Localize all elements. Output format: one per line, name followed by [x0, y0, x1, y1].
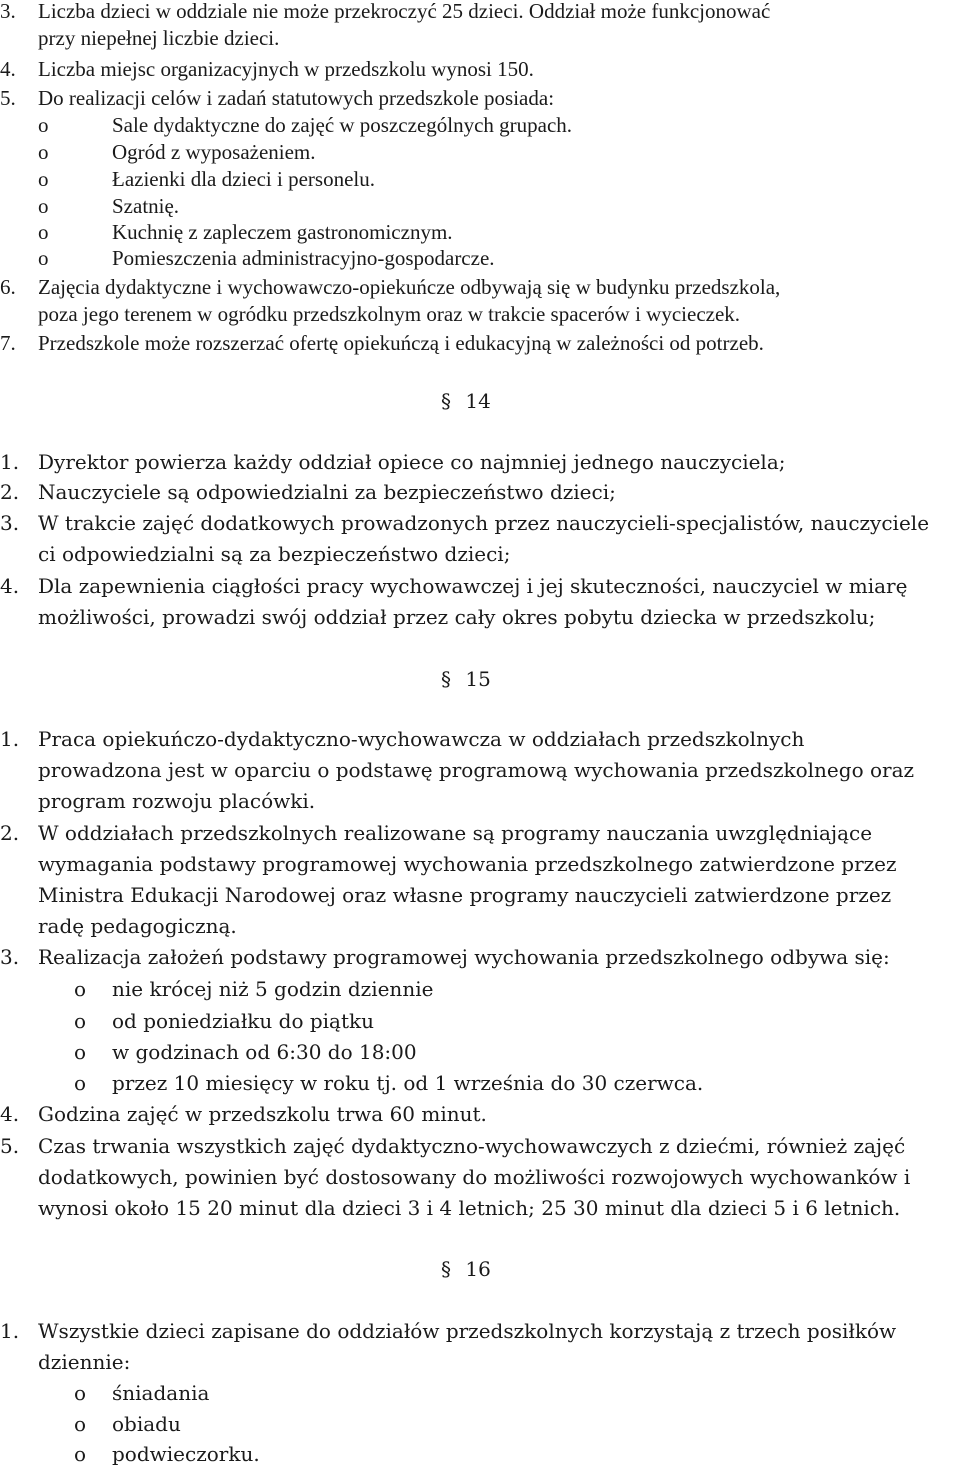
item-continuation: ci odpowiedzialni są za bezpieczeństwo dzieci;	[38, 542, 511, 566]
item-text: Do realizacji celów i zadań statutowych przedszkole posiada:	[38, 86, 555, 110]
bullet-marker: o	[38, 140, 49, 164]
section-heading-16	[441, 1258, 491, 1280]
item-text: Nauczyciele są odpowiedzialni za bezpieczeństwo dzieci;	[38, 480, 616, 504]
bullet-marker: o	[74, 1442, 87, 1466]
item-text: Liczba miejsc organizacyjnych w przedszkolu wynosi 150.	[38, 57, 534, 81]
item-continuation: przy niepełnej liczbie dzieci.	[38, 26, 280, 50]
item-text: Zajęcia dydaktyczne i wychowawczo-opiekuńcze odbywają się w budynku przedszkola,	[38, 275, 781, 299]
section-sign: §	[441, 389, 451, 413]
item-continuation: dodatkowych, powinien być dostosowany do możliwości rozwojowych wychowanków i	[38, 1165, 911, 1189]
bullet-text: Sale dydaktyczne do zajęć w poszczególnych grupach.	[112, 113, 573, 137]
bullet-text: podwieczorku.	[112, 1442, 260, 1466]
bullet-marker: o	[38, 220, 49, 244]
item-number: 2.	[0, 480, 20, 504]
bullet-item	[74, 1040, 417, 1064]
bullet-text: od poniedziałku do piątku	[112, 1009, 375, 1033]
item-number: 3.	[0, 0, 16, 23]
item-text: Wszystkie dzieci zapisane do oddziałów przedszkolnych korzystają z trzech posiłków	[38, 1319, 897, 1343]
bullet-marker: o	[74, 1071, 87, 1095]
bullet-item	[74, 1009, 375, 1033]
item-text: Praca opiekuńczo-dydaktyczno-wychowawcza w oddziałach przedszkolnych	[38, 727, 805, 751]
item-number: 4.	[0, 1102, 20, 1126]
bullet-text: Łazienki dla dzieci i personelu.	[112, 167, 375, 191]
section-number: 14	[465, 389, 491, 413]
bullet-text: Ogród z wyposażeniem.	[112, 140, 316, 164]
item-text: Realizacja założeń podstawy programowej wychowania przedszkolnego odbywa się:	[38, 945, 890, 969]
section-number: 15	[465, 667, 491, 691]
item-text: Czas trwania wszystkich zajęć dydaktyczno-wychowawczych z dziećmi, również zajęć	[38, 1134, 906, 1158]
bullet-item	[74, 1442, 260, 1466]
item-number: 3.	[0, 945, 20, 969]
item-number: 1.	[0, 727, 20, 751]
bullet-text: Kuchnię z zapleczem gastronomicznym.	[112, 220, 453, 244]
bullet-marker: o	[74, 1009, 87, 1033]
item-continuation: poza jego terenem w ogródku przedszkolnym oraz w trakcie spacerów i wycieczek.	[38, 302, 741, 326]
item-continuation: możliwości, prowadzi swój oddział przez cały okres pobytu dziecka w przedszkolu;	[38, 605, 876, 629]
section-heading-15	[441, 668, 491, 690]
bullet-item	[74, 977, 434, 1001]
item-number: 5.	[0, 1134, 20, 1158]
item-number: 7.	[0, 331, 16, 355]
bullet-marker: o	[74, 977, 87, 1001]
bullet-marker: o	[74, 1381, 87, 1405]
item-text: Przedszkole może rozszerzać ofertę opiekuńczą i edukacyjną w zależności od potrzeb.	[38, 331, 764, 355]
item-text: W trakcie zajęć dodatkowych prowadzonych przez nauczycieli-specjalistów, nauczyciele	[38, 511, 930, 535]
bullet-item	[74, 1071, 704, 1095]
item-number: 1.	[0, 1319, 20, 1343]
bullet-text: w godzinach od 6:30 do 18:00	[112, 1040, 417, 1064]
bullet-marker: o	[74, 1040, 87, 1064]
section-heading-14	[441, 390, 491, 412]
item-continuation: prowadzona jest w oparciu o podstawę programową wychowania przedszkolnego oraz	[38, 758, 915, 782]
section-sign: §	[441, 667, 451, 691]
item-text: Dla zapewnienia ciągłości pracy wychowawczej i jej skuteczności, nauczyciel w miarę	[38, 574, 908, 598]
item-number: 2.	[0, 821, 20, 845]
bullet-item	[38, 167, 375, 191]
bullet-item	[38, 140, 316, 164]
item-continuation: wynosi około 15 20 minut dla dzieci 3 i 4 letnich; 25 30 minut dla dzieci 5 i 6 letnich.	[38, 1196, 901, 1220]
item-number: 4.	[0, 57, 16, 81]
section-sign: §	[441, 1257, 451, 1281]
bullet-marker: o	[38, 167, 49, 191]
bullet-marker: o	[38, 113, 49, 137]
bullet-item	[74, 1381, 210, 1405]
item-continuation: program rozwoju placówki.	[38, 789, 316, 813]
item-text: Dyrektor powierza każdy oddział opiece co najmniej jednego nauczyciela;	[38, 450, 786, 474]
bullet-item	[74, 1412, 181, 1436]
item-number: 3.	[0, 511, 20, 535]
bullet-item	[38, 220, 453, 244]
item-text: W oddziałach przedszkolnych realizowane są programy nauczania uwzględniające	[38, 821, 873, 845]
item-text: Godzina zajęć w przedszkolu trwa 60 minut.	[38, 1102, 487, 1126]
bullet-text: nie krócej niż 5 godzin dziennie	[112, 977, 434, 1001]
bullet-item	[38, 246, 495, 270]
item-continuation: wymagania podstawy programowej wychowania przedszkolnego zatwierdzone przez	[38, 852, 897, 876]
bullet-text: obiadu	[112, 1412, 181, 1436]
bullet-marker: o	[38, 194, 49, 218]
bullet-text: Pomieszczenia administracyjno-gospodarcze.	[112, 246, 495, 270]
bullet-text: przez 10 miesięcy w roku tj. od 1 września do 30 czerwca.	[112, 1071, 704, 1095]
bullet-item	[38, 194, 180, 218]
bullet-text: Szatnię.	[112, 194, 180, 218]
bullet-marker: o	[74, 1412, 87, 1436]
item-number: 6.	[0, 275, 16, 299]
bullet-item	[38, 113, 573, 137]
item-number: 5.	[0, 86, 16, 110]
item-continuation: radę pedagogiczną.	[38, 914, 237, 938]
item-text: Liczba dzieci w oddziale nie może przekroczyć 25 dzieci. Oddział może funkcjonować	[38, 0, 771, 23]
section-number: 16	[465, 1257, 491, 1281]
item-number: 1.	[0, 450, 20, 474]
bullet-text: śniadania	[112, 1381, 210, 1405]
bullet-marker: o	[38, 246, 49, 270]
item-number: 4.	[0, 574, 20, 598]
item-continuation: dziennie:	[38, 1350, 131, 1374]
item-continuation: Ministra Edukacji Narodowej oraz własne programy nauczycieli zatwierdzone przez	[38, 883, 892, 907]
